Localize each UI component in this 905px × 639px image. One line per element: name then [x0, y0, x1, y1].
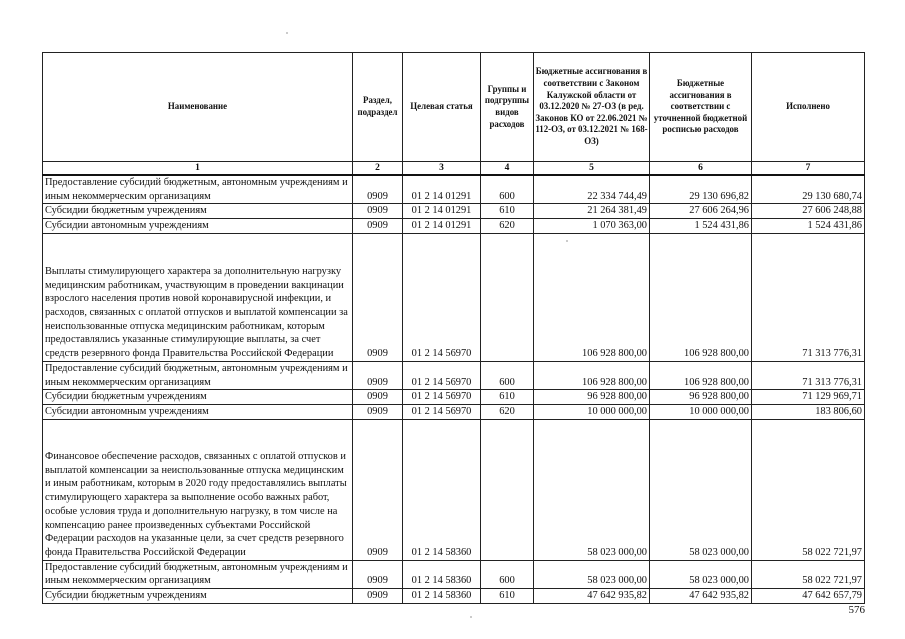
table-row [43, 219, 865, 234]
table-row [43, 204, 865, 219]
header-row [43, 53, 865, 162]
row-roster-amount: 1 524 431,86 [650, 219, 752, 234]
row-section: 0909 [353, 589, 403, 604]
header-roster: Бюджетные ассигнования в соответствии с уточненной бюджетной росписью расходов [650, 53, 752, 162]
table-row [43, 361, 865, 389]
row-name: Субсидии бюджетным учреждениям [43, 390, 353, 405]
header-section: Раздел, подраздел [353, 53, 403, 162]
row-section: 0909 [353, 361, 403, 389]
table-row [43, 589, 865, 604]
row-section: 0909 [353, 390, 403, 405]
row-done-amount: 29 130 680,74 [752, 175, 865, 204]
row-done-amount: 71 313 776,31 [752, 233, 865, 361]
row-target: 01 2 14 58360 [403, 589, 481, 604]
row-done-amount: 1 524 431,86 [752, 219, 865, 234]
row-done-amount: 47 642 657,79 [752, 589, 865, 604]
row-roster-amount: 58 023 000,00 [650, 419, 752, 560]
header-name: Наименование [43, 53, 353, 162]
row-group: 610 [481, 390, 534, 405]
row-name: Финансовое обеспечение расходов, связанных с оплатой отпусков и выплатой компенсации за неиспользованные отпуска медицинским и иным работникам, которым в 2020 году предоставлялись выплаты стимулирующего характера за выполнение особо важных работ, особые условия труда и дополнительную нагрузку, в том числе на компенсацию ранее произведенных субъектами Российской Федерации расходов на указанные цели, за счет средств резервного фонда Правительства Российской Федерации [43, 419, 353, 560]
row-roster-amount: 47 642 935,82 [650, 589, 752, 604]
row-done-amount: 27 606 248,88 [752, 204, 865, 219]
column-number: 5 [534, 162, 650, 176]
row-target: 01 2 14 01291 [403, 204, 481, 219]
row-law-amount: 58 023 000,00 [534, 560, 650, 588]
column-number-row [43, 162, 865, 176]
row-group: 610 [481, 589, 534, 604]
header-law: Бюджетные ассигнования в соответствии с Законом Калужской области от 03.12.2020 № 27-ОЗ (в ред. Законов КО от 22.06.2021 № 112-ОЗ, от 03.12.2021 № 168-ОЗ) [534, 53, 650, 162]
row-roster-amount: 29 130 696,82 [650, 175, 752, 204]
column-number: 2 [353, 162, 403, 176]
row-law-amount: 47 642 935,82 [534, 589, 650, 604]
column-number: 4 [481, 162, 534, 176]
row-section: 0909 [353, 175, 403, 204]
scan-speck [286, 32, 288, 34]
row-done-amount: 58 022 721,97 [752, 560, 865, 588]
row-law-amount: 58 023 000,00 [534, 419, 650, 560]
row-target: 01 2 14 56970 [403, 390, 481, 405]
row-section: 0909 [353, 204, 403, 219]
scan-speck [566, 240, 568, 242]
column-number: 6 [650, 162, 752, 176]
header-group: Группы и подгруппы видов расходов [481, 53, 534, 162]
table-row [43, 404, 865, 419]
row-law-amount: 106 928 800,00 [534, 233, 650, 361]
row-name: Субсидии автономным учреждениям [43, 219, 353, 234]
row-group: 600 [481, 361, 534, 389]
column-number: 1 [43, 162, 353, 176]
row-group: 600 [481, 175, 534, 204]
row-section: 0909 [353, 404, 403, 419]
row-law-amount: 1 070 363,00 [534, 219, 650, 234]
row-done-amount: 183 806,60 [752, 404, 865, 419]
column-number: 7 [752, 162, 865, 176]
row-target: 01 2 14 56970 [403, 233, 481, 361]
row-name: Выплаты стимулирующего характера за дополнительную нагрузку медицинским работникам, участвующим в проведении вакцинации взрослого населения против новой коронавирусной инфекции, и расходов, связанных с оплатой отпусков и выплатой компенсации за неиспользованные отпуска медицинским работникам, которым предоставлялись указанные стимулирующие выплаты, за счет средств резервного фонда Правительства Российской Федерации [43, 233, 353, 361]
table-row [43, 390, 865, 405]
row-law-amount: 22 334 744,49 [534, 175, 650, 204]
row-section: 0909 [353, 419, 403, 560]
row-group: 610 [481, 204, 534, 219]
row-group [481, 419, 534, 560]
row-group [481, 233, 534, 361]
row-law-amount: 10 000 000,00 [534, 404, 650, 419]
column-number: 3 [403, 162, 481, 176]
row-law-amount: 21 264 381,49 [534, 204, 650, 219]
row-roster-amount: 27 606 264,96 [650, 204, 752, 219]
row-name: Предоставление субсидий бюджетным, автономным учреждениям и иным некоммерческим организациям [43, 175, 353, 204]
row-name: Предоставление субсидий бюджетным, автономным учреждениям и иным некоммерческим организациям [43, 361, 353, 389]
row-roster-amount: 106 928 800,00 [650, 361, 752, 389]
table-row [43, 419, 865, 560]
row-law-amount: 96 928 800,00 [534, 390, 650, 405]
row-target: 01 2 14 56970 [403, 404, 481, 419]
row-done-amount: 71 313 776,31 [752, 361, 865, 389]
header-done: Исполнено [752, 53, 865, 162]
row-roster-amount: 96 928 800,00 [650, 390, 752, 405]
row-done-amount: 71 129 969,71 [752, 390, 865, 405]
row-roster-amount: 58 023 000,00 [650, 560, 752, 588]
row-roster-amount: 106 928 800,00 [650, 233, 752, 361]
budget-table [42, 52, 865, 604]
table-row [43, 233, 865, 361]
row-name: Предоставление субсидий бюджетным, автономным учреждениям и иным некоммерческим организациям [43, 560, 353, 588]
table-row [43, 175, 865, 204]
row-done-amount: 58 022 721,97 [752, 419, 865, 560]
row-target: 01 2 14 01291 [403, 219, 481, 234]
row-group: 620 [481, 219, 534, 234]
row-target: 01 2 14 01291 [403, 175, 481, 204]
scan-speck [470, 616, 472, 618]
row-target: 01 2 14 58360 [403, 419, 481, 560]
row-roster-amount: 10 000 000,00 [650, 404, 752, 419]
row-group: 620 [481, 404, 534, 419]
row-name: Субсидии автономным учреждениям [43, 404, 353, 419]
row-target: 01 2 14 56970 [403, 361, 481, 389]
row-group: 600 [481, 560, 534, 588]
row-target: 01 2 14 58360 [403, 560, 481, 588]
header-target: Целевая статья [403, 53, 481, 162]
row-name: Субсидии бюджетным учреждениям [43, 204, 353, 219]
page-number: 576 [848, 604, 865, 616]
row-name: Субсидии бюджетным учреждениям [43, 589, 353, 604]
row-law-amount: 106 928 800,00 [534, 361, 650, 389]
row-section: 0909 [353, 560, 403, 588]
table-row [43, 560, 865, 588]
row-section: 0909 [353, 233, 403, 361]
row-section: 0909 [353, 219, 403, 234]
